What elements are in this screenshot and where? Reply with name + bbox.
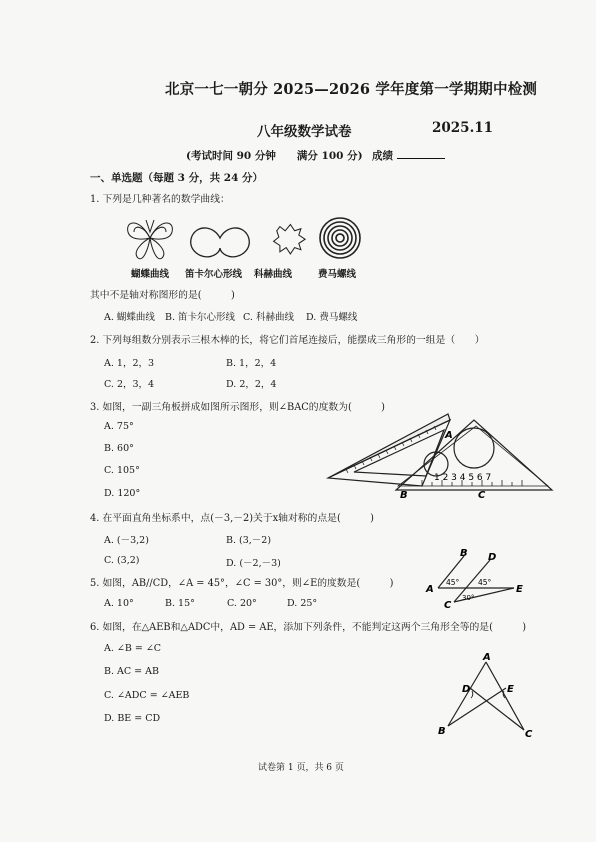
q3-label-c: C: [478, 490, 486, 500]
q1-option-d: D. 费马螺线: [306, 312, 358, 323]
q6-option-d: D. BE = CD: [104, 713, 161, 724]
q3-label-a: A: [445, 430, 453, 441]
score-blank: [397, 149, 445, 159]
q5-option-a: A. 10°: [104, 598, 134, 609]
q6-label-d: D: [462, 684, 471, 695]
q2-option-d: D. 2，2，4: [226, 379, 277, 390]
q1-option-c: C. 科赫曲线: [243, 312, 294, 323]
q5-label-c: C: [444, 600, 452, 610]
q1-caption-1: 蝴蝶曲线: [131, 269, 170, 280]
q3-option-c: C. 105°: [104, 465, 140, 476]
q6-label-e: E: [507, 684, 514, 695]
q6-label-a: A: [483, 652, 491, 663]
exam-date: 2025.11: [432, 120, 494, 136]
q5-angle-30: 30°: [462, 594, 475, 602]
q6-option-c: C. ∠ADC = ∠AEB: [104, 690, 190, 701]
section-heading: 一、单选题（每题 3 分，共 24 分）: [90, 172, 264, 184]
q3-option-a: A. 75°: [104, 421, 134, 432]
q4-option-b: B. (3,－2): [226, 535, 272, 546]
koch-curve: [274, 225, 306, 254]
q6-option-b: B. AC = AB: [104, 666, 159, 677]
q5-option-d: D. 25°: [287, 598, 318, 609]
q3-option-b: B. 60°: [104, 443, 134, 454]
q1-caption-3: 科赫曲线: [254, 269, 293, 280]
page-footer: 试卷第 1 页，共 6 页: [258, 763, 344, 773]
q4-option-c: C. (3,2): [104, 555, 140, 566]
score-label: 成绩: [372, 150, 393, 162]
q1-caption-2: 笛卡尔心形线: [185, 269, 243, 280]
exam-meta: (考试时间 90 分钟 满分 100 分): [186, 150, 363, 162]
q3-label-b: B: [400, 490, 408, 500]
exam-title: 北京一七一朝分 2025—2026 学年度第一学期期中检测: [165, 81, 538, 98]
q4-text: 4. 在平面直角坐标系中，点(－3,－2)关于x轴对称的点是( ): [90, 513, 374, 524]
cardioid-curve: [191, 228, 250, 257]
q1-option-b: B. 笛卡尔心形线: [165, 312, 236, 323]
butterfly-curve: [128, 220, 173, 259]
q6-label-c: C: [525, 729, 533, 738]
q6-option-a: A. ∠B = ∠C: [104, 643, 162, 654]
q5-option-b: B. 15°: [165, 598, 195, 609]
q1-curves-figure: [120, 212, 370, 264]
q1-option-a: A. 蝴蝶曲线: [104, 312, 155, 323]
q1-text: 1. 下列是几种著名的数学曲线：: [90, 194, 230, 205]
q2-option-c: C. 2，3，4: [104, 379, 155, 390]
q6-text: 6. 如图，在△AEB和△ADC中，AD = AE，添加下列条件，不能判定这两个三角形全等的是( ): [90, 622, 527, 633]
q5-label-b: B: [460, 548, 468, 559]
q3-ruler-digits: 1 2 3 4 5 6 7: [434, 473, 492, 483]
score-field: [372, 148, 445, 163]
q5-angle-45b: 45°: [478, 578, 492, 587]
q4-option-a: A. (－3,2): [104, 535, 149, 546]
q5-label-d: D: [488, 552, 497, 563]
q5-label-e: E: [516, 584, 523, 595]
q1-prompt: 其中不是轴对称图形的是( ): [90, 290, 235, 301]
q6-triangles-figure: [432, 650, 536, 738]
q1-caption-4: 费马螺线: [318, 269, 357, 280]
q3-text: 3. 如图，一副三角板拼成如图所示图形，则∠BAC的度数为( ): [90, 402, 386, 413]
q4-option-d: D. (－2,－3): [226, 558, 281, 569]
q5-angle-45: 45°: [446, 578, 460, 587]
q6-label-b: B: [438, 726, 446, 737]
q3-set-squares-figure: [326, 412, 554, 500]
q2-text: 2. 下列每组数分别表示三根木棒的长，将它们首尾连接后，能摆成三角形的一组是（ ）: [90, 335, 485, 346]
q2-option-b: B. 1，2，4: [226, 358, 277, 369]
q5-label-a: A: [426, 584, 434, 595]
q3-option-d: D. 120°: [104, 488, 141, 499]
fermat-spiral: [320, 218, 360, 258]
q2-option-a: A. 1，2，3: [104, 358, 155, 369]
q5-text: 5. 如图，AB//CD，∠A = 45°，∠C = 30°，则∠E的度数是( ): [90, 578, 394, 589]
exam-subtitle: 八年级数学试卷: [257, 124, 352, 140]
q5-parallel-lines-figure: [424, 548, 528, 610]
q5-option-c: C. 20°: [227, 598, 257, 609]
